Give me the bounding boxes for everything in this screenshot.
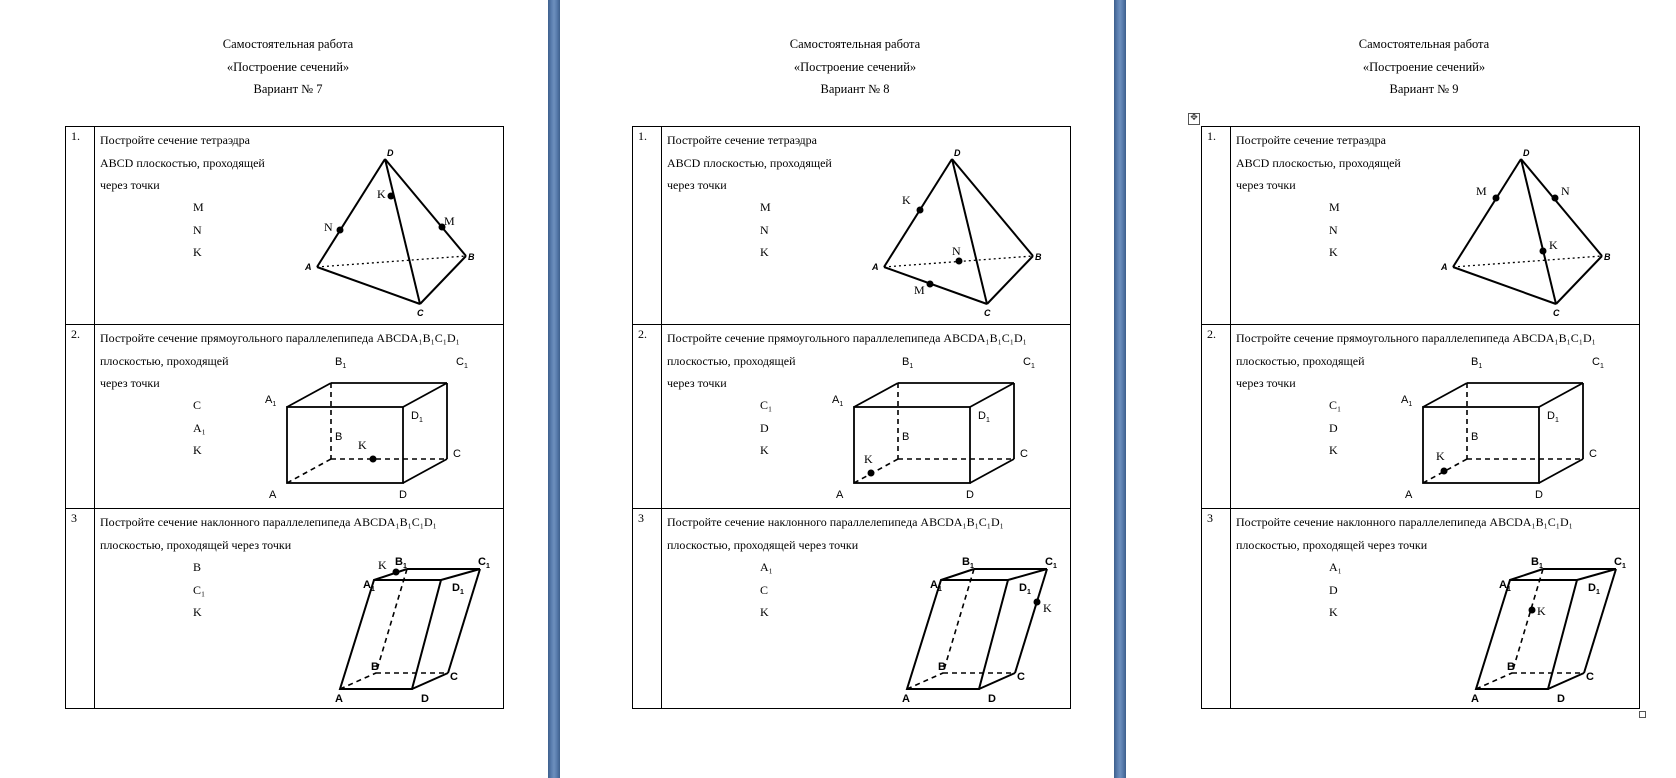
- vertex-label-B: B: [902, 431, 910, 443]
- point-K-marker: [917, 207, 924, 214]
- vertex-label-A: A: [902, 693, 910, 705]
- vertex-label-B1: $B_1$: [335, 356, 347, 370]
- vertex-label-D1: $D_1$: [411, 410, 423, 424]
- task-text-line: плоскостью, проходящей через точки: [667, 537, 859, 552]
- task-body-cell: [95, 509, 504, 709]
- table-resize-handle[interactable]: [1639, 711, 1646, 718]
- task-text-line: Постройте сечение прямоугольного параллелепипеда ABCDA₁B₁C₁D₁: [1236, 331, 1596, 345]
- vertex-label-C1: $C_1$: [1045, 556, 1057, 570]
- vertex-label-A: A: [836, 489, 844, 501]
- oblique-parallelepiped-figure: [1231, 509, 1639, 709]
- tetrahedron-figure: [95, 127, 503, 325]
- point-K-marker: [1540, 248, 1547, 255]
- vertex-label-A: A: [305, 262, 312, 272]
- point-label: C₁: [193, 582, 206, 597]
- vertex-label-C: C: [1017, 671, 1025, 683]
- page-separator: [548, 0, 560, 778]
- point-label: N: [193, 222, 202, 237]
- task-body-cell: [662, 509, 1071, 709]
- point-label-N: N: [952, 244, 961, 258]
- vertex-label-B: B: [938, 661, 946, 673]
- oblique-parallelepiped-figure: [662, 509, 1070, 709]
- vertex-label-B1: $B_1$: [962, 556, 974, 570]
- task-text-line: Постройте сечение прямоугольного параллелепипеда ABCDA₁B₁C₁D₁: [667, 331, 1027, 345]
- point-label-M: M: [1476, 184, 1487, 198]
- doc-title: Самостоятельная работа: [222, 37, 354, 51]
- vertex-label-D: D: [1535, 489, 1543, 501]
- point-label: D: [760, 420, 769, 435]
- point-K-marker: [370, 456, 377, 463]
- vertex-label-C1: $C_1$: [478, 556, 490, 570]
- vertex-label-C1: $C_1$: [1592, 356, 1604, 370]
- point-label: D: [1329, 582, 1338, 597]
- task-text-line: через точки: [1236, 178, 1296, 192]
- task-number: 2.: [1207, 327, 1216, 341]
- task-text-line: плоскостью, проходящей через точки: [1236, 537, 1428, 552]
- oblique-parallelepiped-figure: [95, 509, 503, 709]
- vertex-label-D: D: [399, 489, 407, 501]
- task-number-cell: [1202, 325, 1231, 509]
- task-text-line: через точки: [667, 376, 727, 390]
- tetrahedron-figure: [1231, 127, 1639, 325]
- point-label-K: K: [377, 187, 386, 201]
- point-K-marker: [868, 470, 875, 477]
- page-separator: [1114, 0, 1126, 778]
- vertex-label-A: A: [872, 262, 879, 272]
- vertex-label-C1: $C_1$: [456, 356, 468, 370]
- point-label-M: M: [444, 214, 455, 228]
- variant-label: Вариант № 7: [253, 82, 323, 96]
- point-label: M: [1329, 200, 1340, 214]
- point-label-N: N: [1561, 184, 1570, 198]
- point-label: N: [760, 222, 769, 237]
- point-label: K: [193, 245, 202, 259]
- page-header: [1204, 33, 1644, 101]
- vertex-label-D: D: [988, 693, 996, 705]
- task-text-line: ABCD плоскостью, проходящей: [667, 155, 832, 170]
- vertex-label-B: B: [1604, 252, 1611, 262]
- vertex-label-C: C: [450, 671, 458, 683]
- task-text-line: через точки: [100, 178, 160, 192]
- vertex-label-C: C: [1586, 671, 1594, 683]
- vertex-label-C: C: [1589, 448, 1597, 460]
- task-body-cell: [95, 127, 504, 325]
- point-K-marker: [1441, 468, 1448, 475]
- vertex-label-C1: $C_1$: [1023, 356, 1035, 370]
- task-number: 1.: [71, 129, 80, 143]
- task-text-line: через точки: [1236, 376, 1296, 390]
- task-text-line: плоскостью, проходящей: [1236, 353, 1365, 368]
- point-label-K: K: [1549, 238, 1558, 252]
- task-number: 2.: [638, 327, 647, 341]
- point-label: C: [760, 582, 769, 597]
- vertex-label-B1: $B_1$: [395, 556, 407, 570]
- task-text-line: Постройте сечение наклонного параллелепипеда ABCDA₁B₁C₁D₁: [100, 515, 437, 529]
- point-label: N: [1329, 222, 1338, 237]
- point-N-marker: [956, 258, 963, 265]
- vertex-label-C: C: [417, 308, 424, 318]
- vertex-label-B: B: [1507, 661, 1515, 673]
- rectangular-box-figure: [662, 325, 1070, 509]
- task-text-line: через точки: [667, 178, 727, 192]
- point-K-marker: [1034, 599, 1041, 606]
- point-M-marker: [927, 281, 934, 288]
- page-header: [68, 33, 508, 101]
- doc-subtitle: «Построение сечений»: [793, 59, 917, 74]
- vertex-label-C: C: [1020, 448, 1028, 460]
- task-text-line: ABCD плоскостью, проходящей: [100, 155, 265, 170]
- page-header: [635, 33, 1075, 101]
- point-label: K: [1329, 443, 1338, 457]
- task-text-line: плоскостью, проходящей через точки: [100, 537, 292, 552]
- vertex-label-B1: $B_1$: [1471, 356, 1483, 370]
- task-number-cell: [633, 127, 662, 325]
- point-label-M: M: [914, 283, 925, 297]
- vertex-label-D1: $D_1$: [1019, 582, 1031, 596]
- point-label-K: K: [1043, 601, 1052, 615]
- task-number-cell: [66, 127, 95, 325]
- vertex-label-C: C: [453, 448, 461, 460]
- point-label: K: [1329, 605, 1338, 619]
- point-label-N: N: [324, 220, 333, 234]
- point-label: K: [1329, 245, 1338, 259]
- task-text-line: Постройте сечение тетраэдра: [1236, 133, 1386, 147]
- vertex-label-D: D: [387, 148, 394, 158]
- point-label: M: [193, 200, 204, 214]
- point-label: K: [760, 245, 769, 259]
- vertex-label-D1: $D_1$: [452, 582, 464, 596]
- vertex-label-B: B: [1471, 431, 1479, 443]
- vertex-label-D: D: [1523, 148, 1530, 158]
- point-label: K: [760, 443, 769, 457]
- task-body-cell: [1231, 509, 1640, 709]
- task-table: [1201, 126, 1640, 709]
- vertex-label-A1: $A_1$: [930, 579, 942, 593]
- point-label: D: [1329, 420, 1338, 435]
- task-number-cell: [633, 325, 662, 509]
- doc-subtitle: «Построение сечений»: [1362, 59, 1486, 74]
- vertex-label-B: B: [1035, 252, 1042, 262]
- point-label: A₁: [760, 560, 773, 574]
- task-text-line: через точки: [100, 376, 160, 390]
- vertex-label-A1: $A_1$: [265, 394, 277, 408]
- vertex-label-A: A: [269, 489, 277, 501]
- vertex-label-C: C: [984, 308, 991, 318]
- doc-title: Самостоятельная работа: [1358, 37, 1490, 51]
- point-label: K: [193, 443, 202, 457]
- vertex-label-D: D: [954, 148, 961, 158]
- point-label: C₁: [760, 398, 773, 412]
- page-1: [0, 0, 548, 778]
- point-label: K: [760, 605, 769, 619]
- point-K-marker: [393, 569, 400, 576]
- task-text-line: плоскостью, проходящей: [100, 353, 229, 368]
- point-K-marker: [1529, 607, 1536, 614]
- task-text-line: плоскостью, проходящей: [667, 353, 796, 368]
- point-label-K: K: [1537, 604, 1546, 618]
- point-label: A₁: [193, 420, 206, 435]
- task-text-line: ABCD плоскостью, проходящей: [1236, 155, 1401, 170]
- vertex-label-C: C: [1553, 308, 1560, 318]
- vertex-label-A1: $A_1$: [363, 579, 375, 593]
- rectangular-box-figure: [95, 325, 503, 509]
- point-N-marker: [337, 227, 344, 234]
- task-text-line: Постройте сечение наклонного параллелепипеда ABCDA₁B₁C₁D₁: [667, 515, 1004, 529]
- tetrahedron-figure: [662, 127, 1070, 325]
- task-number-cell: [1202, 127, 1231, 325]
- vertex-label-B: B: [371, 661, 379, 673]
- vertex-label-D1: $D_1$: [1588, 582, 1600, 596]
- point-label-K: K: [358, 438, 367, 452]
- vertex-label-D: D: [421, 693, 429, 705]
- task-number: 2.: [71, 327, 80, 341]
- task-text-line: Постройте сечение прямоугольного параллелепипеда ABCDA₁B₁C₁D₁: [100, 331, 460, 345]
- vertex-label-B: B: [335, 431, 343, 443]
- point-K-marker: [388, 193, 395, 200]
- vertex-label-D: D: [1557, 693, 1565, 705]
- vertex-label-A: A: [1471, 693, 1479, 705]
- point-label: C: [193, 398, 202, 412]
- task-number-cell: [1202, 509, 1231, 709]
- vertex-label-D1: $D_1$: [978, 410, 990, 424]
- task-body-cell: [662, 325, 1071, 509]
- point-label: B: [193, 560, 202, 574]
- vertex-label-B: B: [468, 252, 475, 262]
- task-number: 3: [71, 511, 77, 525]
- vertex-label-B1: $B_1$: [902, 356, 914, 370]
- point-M-marker: [1493, 195, 1500, 202]
- vertex-label-B1: $B_1$: [1531, 556, 1543, 570]
- vertex-label-C1: $C_1$: [1614, 556, 1626, 570]
- vertex-label-A1: $A_1$: [1401, 394, 1413, 408]
- task-text-line: Постройте сечение наклонного параллелепипеда ABCDA₁B₁C₁D₁: [1236, 515, 1573, 529]
- vertex-label-A: A: [335, 693, 343, 705]
- page-2: [560, 0, 1114, 778]
- page-3: [1126, 0, 1676, 778]
- task-table: [632, 126, 1071, 709]
- point-label: K: [193, 605, 202, 619]
- task-number: 1.: [1207, 129, 1216, 143]
- task-number: 1.: [638, 129, 647, 143]
- task-body-cell: [1231, 127, 1640, 325]
- vertex-label-A: A: [1441, 262, 1448, 272]
- table-move-handle-icon[interactable]: ✥: [1188, 113, 1200, 125]
- point-label: M: [760, 200, 771, 214]
- variant-label: Вариант № 8: [820, 82, 890, 96]
- task-number-cell: [633, 509, 662, 709]
- vertex-label-A: A: [1405, 489, 1413, 501]
- task-table: [65, 126, 504, 709]
- task-body-cell: [662, 127, 1071, 325]
- vertex-label-D: D: [966, 489, 974, 501]
- task-body-cell: [1231, 325, 1640, 509]
- point-label-K: K: [864, 452, 873, 466]
- task-text-line: Постройте сечение тетраэдра: [100, 133, 250, 147]
- point-label-K: K: [378, 558, 387, 572]
- task-number: 3: [638, 511, 644, 525]
- vertex-label-D1: $D_1$: [1547, 410, 1559, 424]
- task-text-line: Постройте сечение тетраэдра: [667, 133, 817, 147]
- task-number: 3: [1207, 511, 1213, 525]
- task-number-cell: [66, 325, 95, 509]
- variant-label: Вариант № 9: [1389, 82, 1459, 96]
- point-N-marker: [1552, 195, 1559, 202]
- doc-title: Самостоятельная работа: [789, 37, 921, 51]
- vertex-label-A1: $A_1$: [1499, 579, 1511, 593]
- task-number-cell: [66, 509, 95, 709]
- task-body-cell: [95, 325, 504, 509]
- rectangular-box-figure: [1231, 325, 1639, 509]
- point-label: C₁: [1329, 398, 1342, 412]
- vertex-label-A1: $A_1$: [832, 394, 844, 408]
- point-label: A₁: [1329, 560, 1342, 574]
- doc-subtitle: «Построение сечений»: [226, 59, 350, 74]
- point-label-K: K: [902, 193, 911, 207]
- point-label-K: K: [1436, 449, 1445, 463]
